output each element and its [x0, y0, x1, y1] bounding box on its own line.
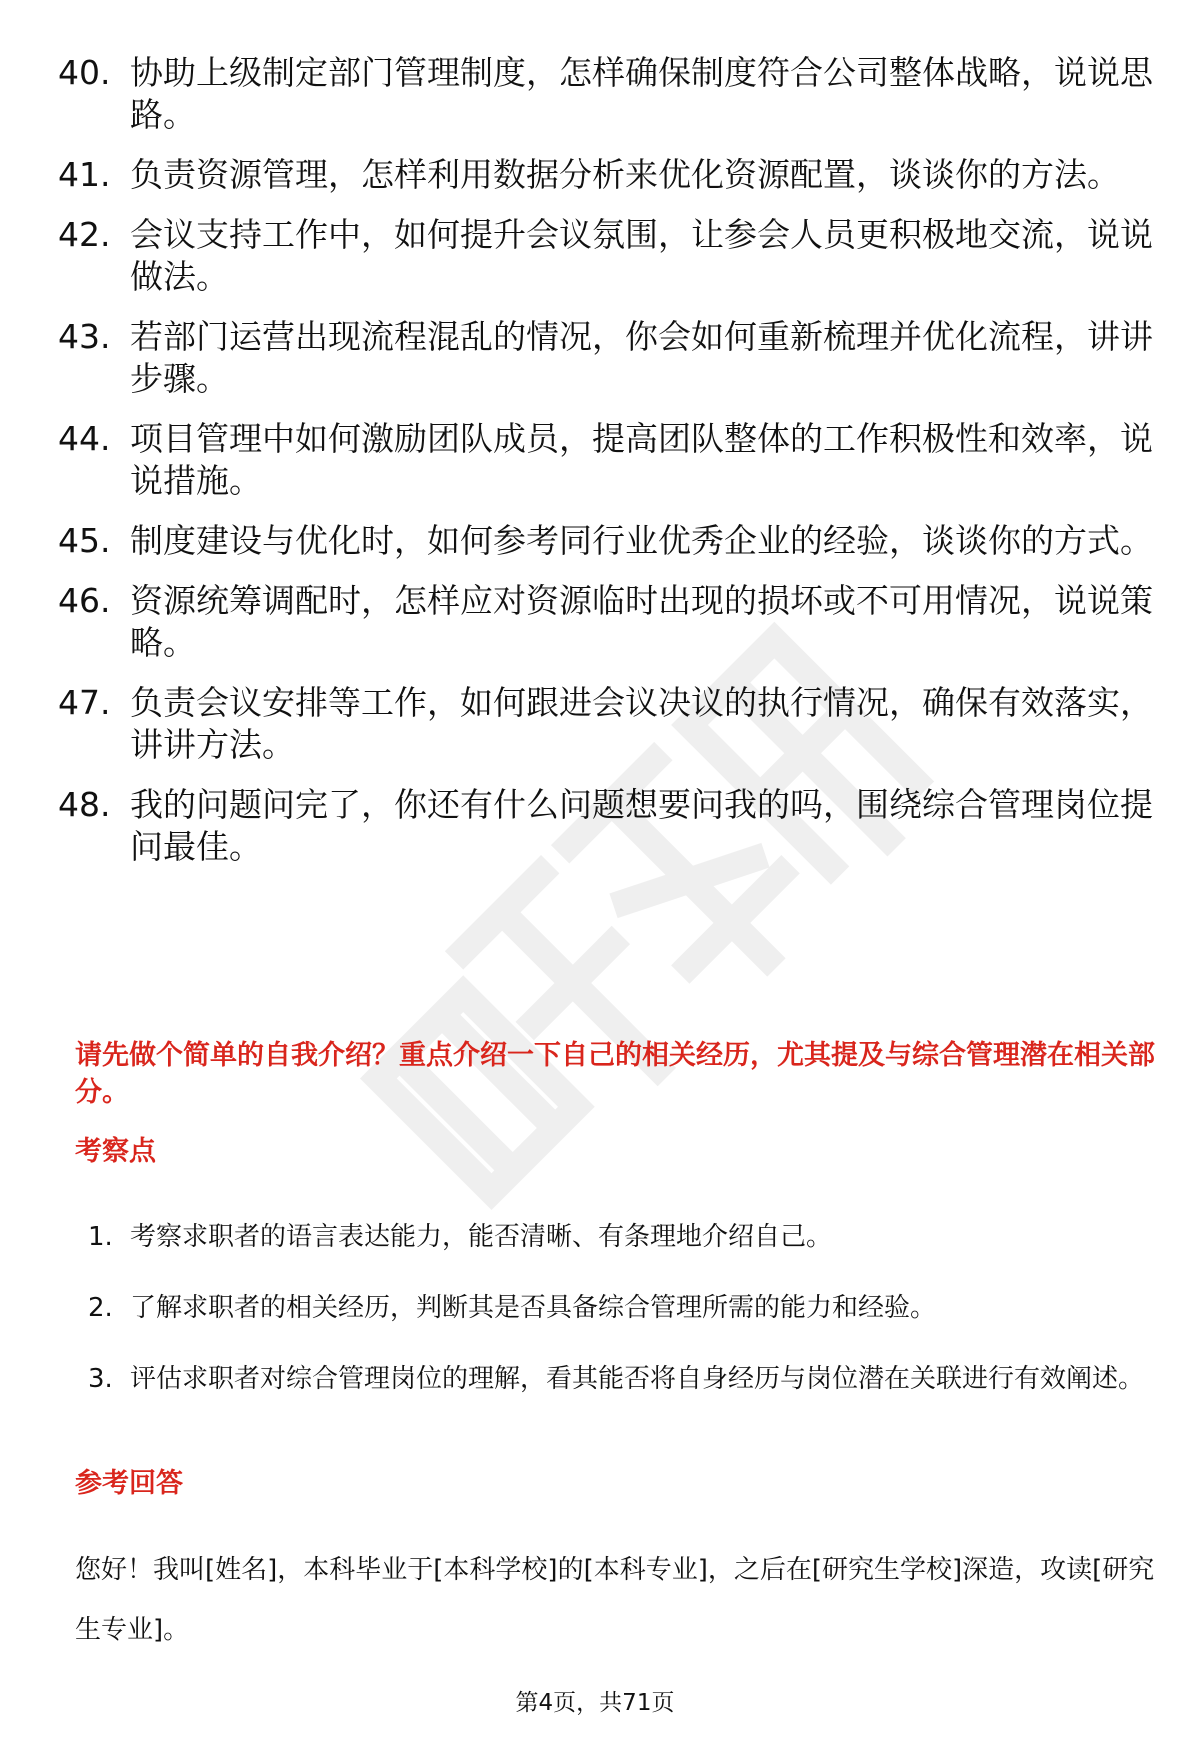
- question-text: 资源统筹调配时，怎样应对资源临时出现的损坏或不可用情况，说说策略。: [130, 581, 1153, 662]
- question-item: [58, 418, 1158, 502]
- assessment-label: 考察点: [75, 1136, 156, 1167]
- featured-question-title: 请先做个简单的自我介绍？重点介绍一下自己的相关经历，尤其提及与综合管理潜在相关部分。: [75, 1040, 1155, 1108]
- question-item: [58, 316, 1158, 400]
- question-item: [58, 154, 1158, 196]
- question-number: 44.: [58, 419, 111, 458]
- point-text: 考察求职者的语言表达能力，能否清晰、有条理地介绍自己。: [130, 1222, 833, 1252]
- assessment-point: [88, 1350, 1168, 1409]
- assessment-point: [88, 1279, 1168, 1338]
- question-number: 48.: [58, 785, 111, 824]
- question-number: 41.: [58, 155, 111, 194]
- question-number: 40.: [58, 53, 111, 92]
- question-number: 42.: [58, 215, 111, 254]
- point-number: 1.: [88, 1222, 113, 1252]
- question-list: [58, 52, 1158, 886]
- reference-label: 参考回答: [75, 1468, 183, 1499]
- question-item: [58, 52, 1158, 136]
- question-number: 46.: [58, 581, 111, 620]
- question-number: 45.: [58, 521, 111, 560]
- question-text: 会议支持工作中，如何提升会议氛围，让参会人员更积极地交流，说说做法。: [130, 215, 1153, 296]
- question-item: [58, 214, 1158, 298]
- question-text: 负责资源管理，怎样利用数据分析来优化资源配置，谈谈你的方法。: [130, 155, 1120, 194]
- question-item: [58, 682, 1158, 766]
- point-number: 3.: [88, 1364, 113, 1394]
- question-text: 若部门运营出现流程混乱的情况，你会如何重新梳理并优化流程，讲讲步骤。: [130, 317, 1153, 398]
- point-text: 评估求职者对综合管理岗位的理解，看其能否将自身经历与岗位潜在关联进行有效阐述。: [130, 1364, 1145, 1394]
- question-text: 制度建设与优化时，如何参考同行业优秀企业的经验，谈谈你的方式。: [130, 521, 1153, 560]
- assessment-points: [88, 1208, 1168, 1421]
- question-number: 47.: [58, 683, 111, 722]
- question-text: 我的问题问完了，你还有什么问题想要问我的吗，围绕综合管理岗位提问最佳。: [130, 785, 1153, 866]
- reference-answer: 您好！我叫[姓名]，本科毕业于[本科学校]的[本科专业]，之后在[研究生学校]深造，攻读[研究生专业]。: [75, 1555, 1155, 1645]
- point-text: 了解求职者的相关经历，判断其是否具备综合管理所需的能力和经验。: [130, 1293, 937, 1323]
- question-text: 协助上级制定部门管理制度，怎样确保制度符合公司整体战略，说说思路。: [130, 53, 1153, 134]
- point-number: 2.: [88, 1293, 113, 1323]
- question-item: [58, 784, 1158, 868]
- question-text: 负责会议安排等工作，如何跟进会议决议的执行情况，确保有效落实，讲讲方法。: [130, 683, 1153, 764]
- assessment-point: [88, 1208, 1168, 1267]
- question-number: 43.: [58, 317, 111, 356]
- question-item: [58, 580, 1158, 664]
- page-footer: 第4页，共71页: [515, 1690, 675, 1716]
- question-text: 项目管理中如何激励团队成员，提高团队整体的工作积极性和效率，说说措施。: [130, 419, 1153, 500]
- question-item: [58, 520, 1158, 562]
